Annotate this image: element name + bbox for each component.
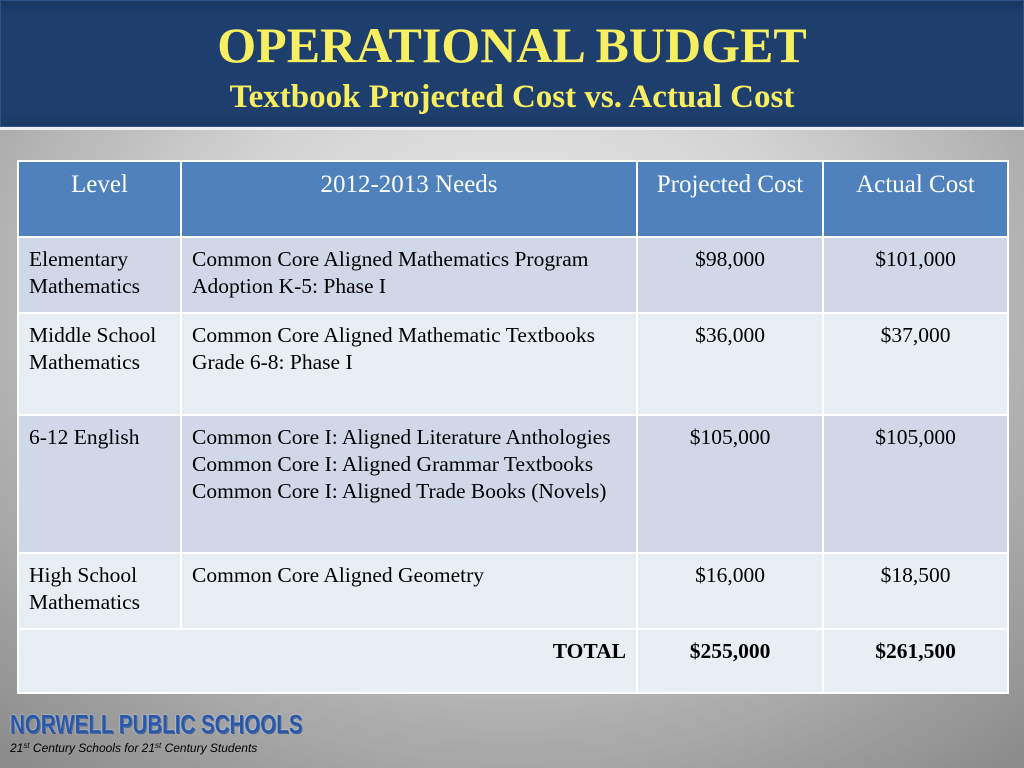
level-line: Middle School [29,323,157,347]
tagline [10,741,257,755]
needs-line: Common Core Aligned Mathematics Program [192,247,589,271]
projected-cost-cell: $105,000 [637,415,823,553]
table-row [18,237,1008,313]
column-header-actual-cost: Actual Cost [823,161,1008,237]
level-cell [18,415,181,553]
table-header-row [18,161,1008,237]
actual-cost-cell: $105,000 [823,415,1008,553]
level-line: Mathematics [29,590,141,614]
table-row [18,415,1008,553]
needs-cell [181,553,637,629]
level-line: High School [29,563,138,587]
column-header-projected-cost: Projected Cost [637,161,823,237]
table-row [18,553,1008,629]
title-banner [0,0,1024,130]
actual-cost-cell: $18,500 [823,553,1008,629]
tagline-part: Century Students [161,741,258,755]
actual-cost-cell: $37,000 [823,313,1008,415]
needs-line: Common Core I: Aligned Trade Books (Novels) [192,479,607,503]
column-header-needs: 2012-2013 Needs [181,161,637,237]
level-line: Elementary [29,247,129,271]
needs-cell [181,313,637,415]
tagline-superscript: st [23,741,30,750]
tagline-superscript: st [155,741,162,750]
projected-cost-cell: $36,000 [637,313,823,415]
needs-line: Common Core Aligned Geometry [192,563,485,587]
tagline-part: 21 [10,741,24,755]
level-line: 6-12 English [29,425,140,449]
slide-title: OPERATIONAL BUDGET [217,17,807,73]
slide-subtitle: Textbook Projected Cost vs. Actual Cost [229,79,795,115]
actual-cost-cell: $101,000 [823,237,1008,313]
total-projected-cost: $255,000 [637,629,823,693]
total-actual-cost: $261,500 [823,629,1008,693]
total-label: TOTAL [18,629,637,693]
budget-table [17,160,1009,694]
level-cell [18,313,181,415]
level-line: Mathematics [29,350,141,374]
column-header-level: Level [18,161,181,237]
tagline-part: Century Schools for 21 [29,741,155,755]
projected-cost-cell: $16,000 [637,553,823,629]
total-row [18,629,1008,693]
level-cell [18,553,181,629]
table-row [18,313,1008,415]
needs-line: Adoption K-5: Phase I [192,274,387,298]
needs-line: Common Core I: Aligned Grammar Textbooks [192,452,594,476]
level-cell [18,237,181,313]
needs-line: Common Core I: Aligned Literature Anthologies [192,425,611,449]
projected-cost-cell: $98,000 [637,237,823,313]
level-line: Mathematics [29,274,141,298]
needs-line: Grade 6-8: Phase I [192,350,353,374]
needs-cell [181,237,637,313]
needs-line: Common Core Aligned Mathematic Textbooks [192,323,595,347]
school-district-logo-text: NORWELL PUBLIC SCHOOLS [10,709,303,739]
needs-cell [181,415,637,553]
